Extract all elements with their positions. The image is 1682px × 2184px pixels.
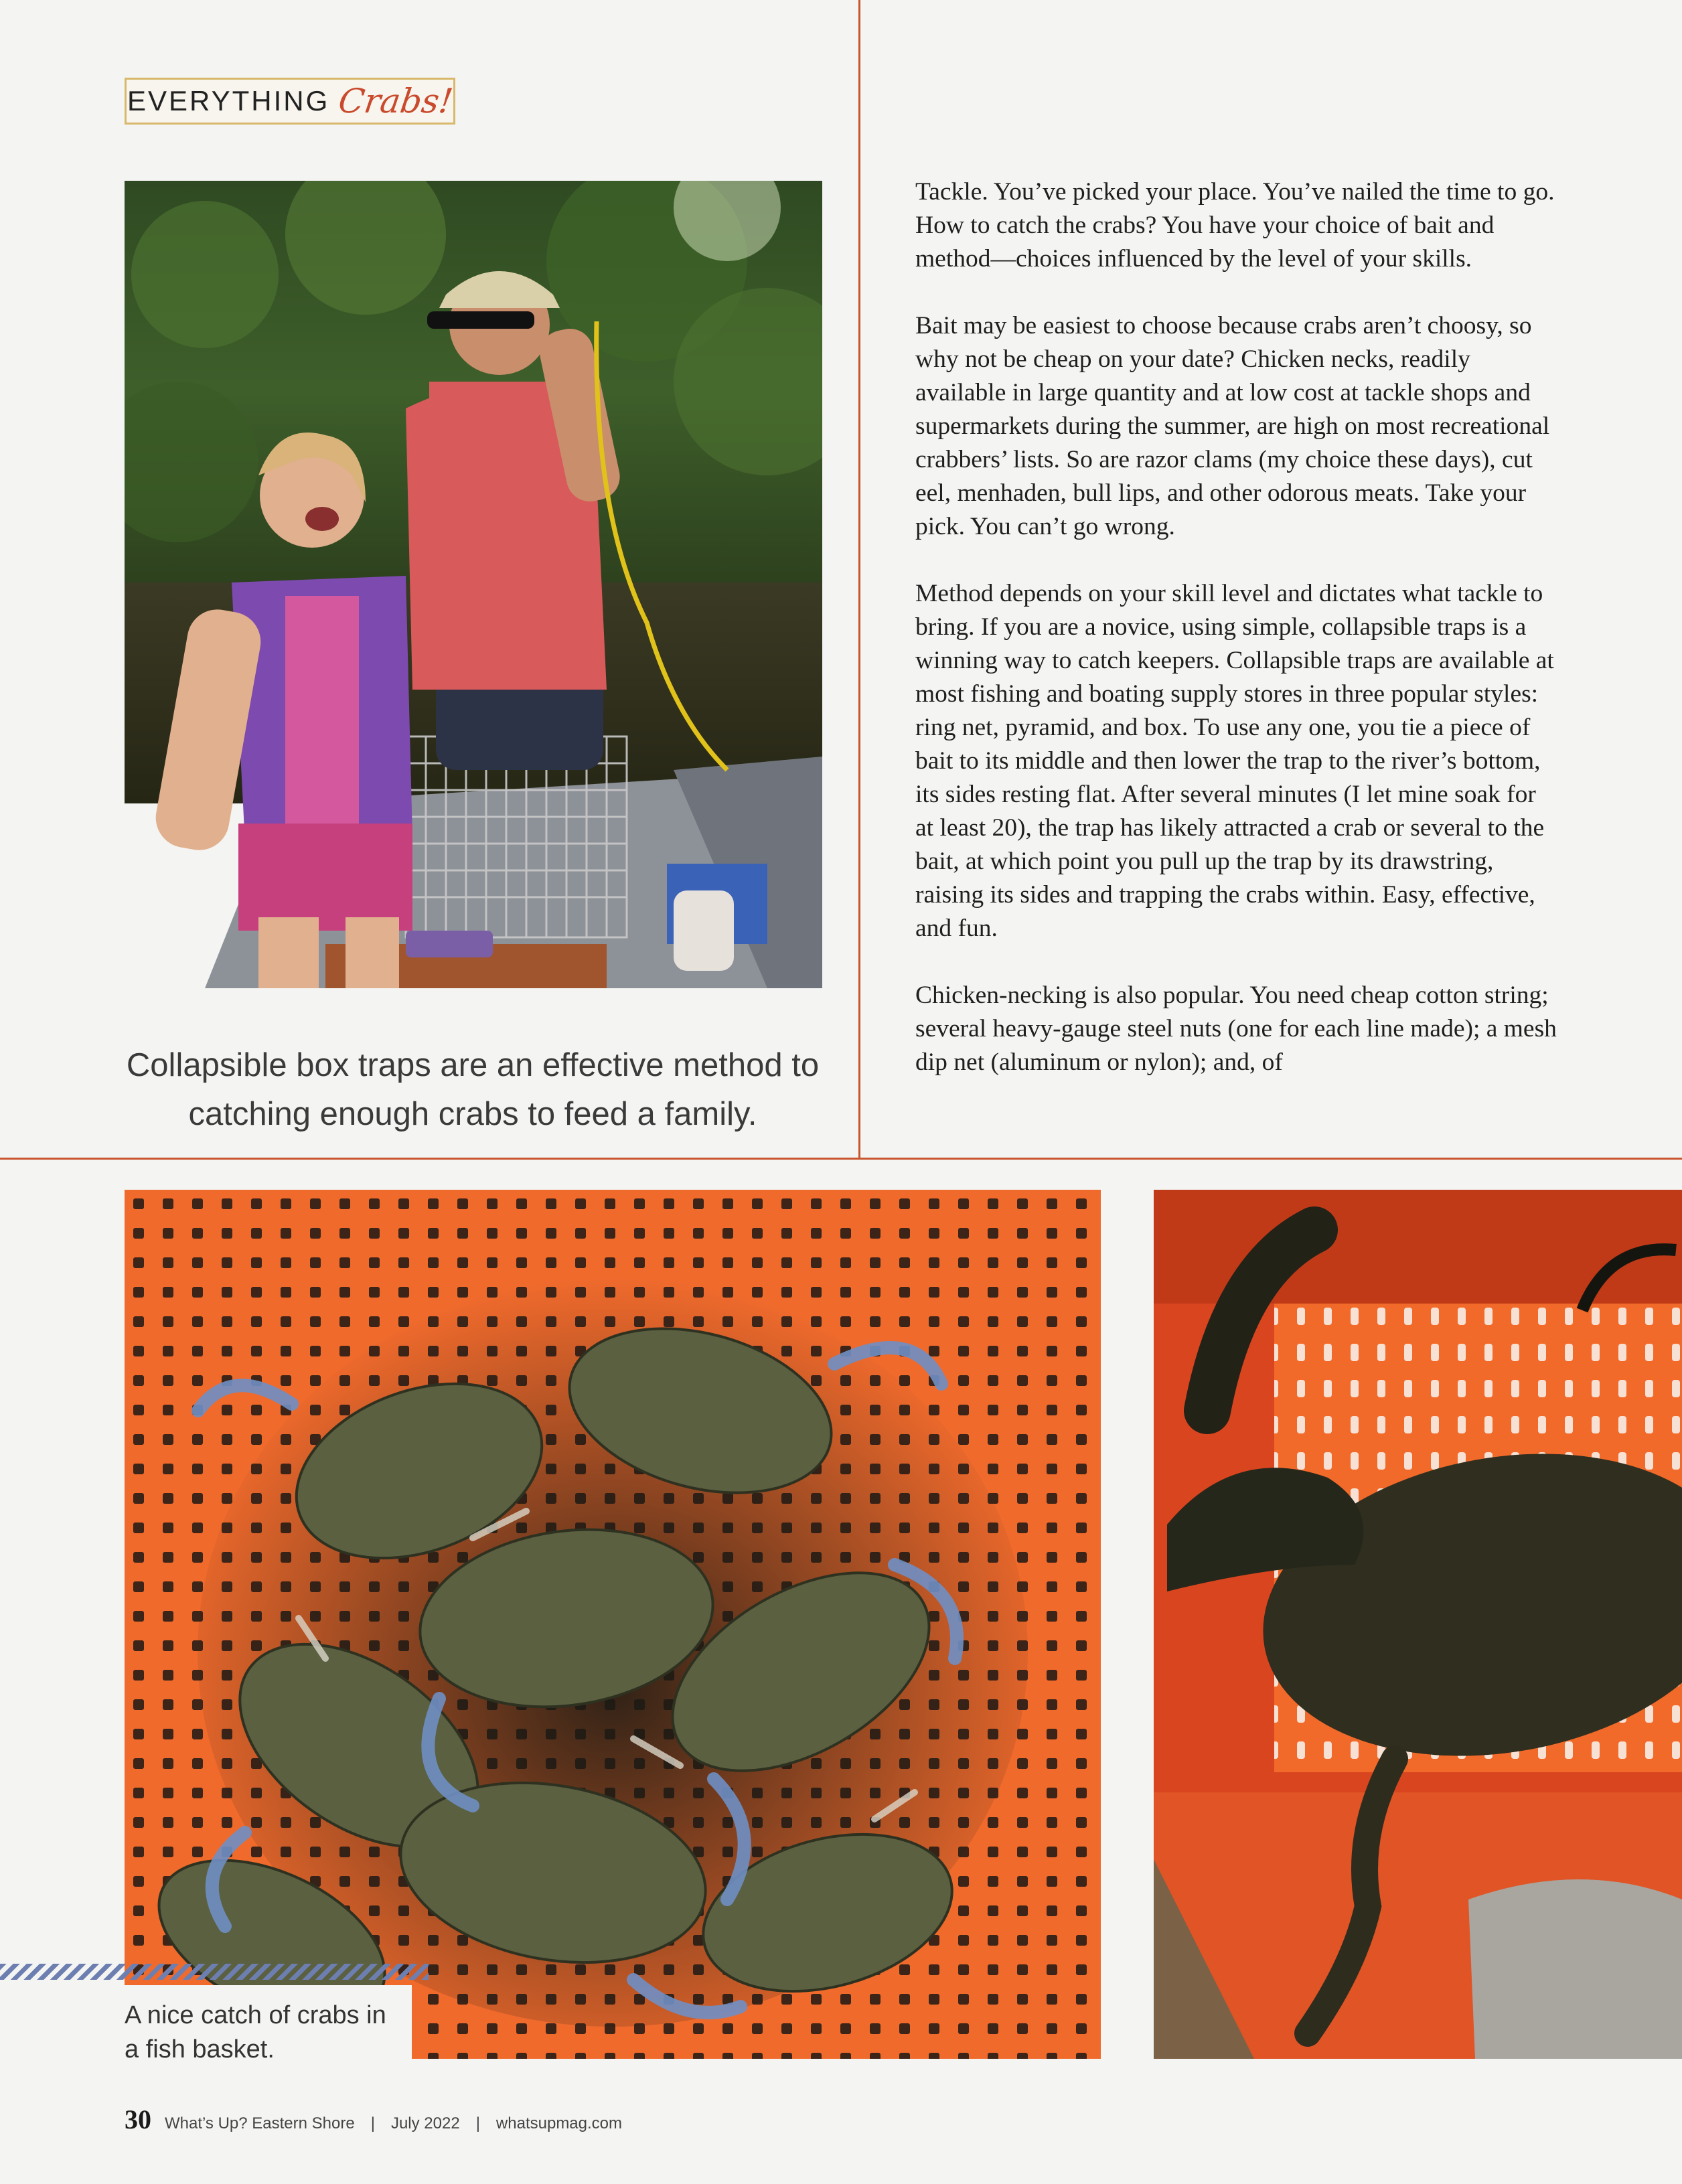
photo-family-crabbing	[125, 181, 822, 988]
photo-crabs-in-basket	[125, 1190, 1101, 2059]
footer-separator: |	[370, 2114, 375, 2132]
page-number: 30	[125, 2104, 151, 2134]
photo-caption-bottom: A nice catch of crabs in a fish basket.	[125, 2001, 386, 2063]
footer-separator: |	[475, 2114, 480, 2132]
article-paragraph: Bait may be easiest to choose because crabs aren’t choosy, so why not be cheap on your date? Chicken necks, readily available in large quantity and at low cost at tackle shops and supermarkets during the summer, are high on most recreational crabbers’ lists. So are razor clams (my choice these days), cut eel, menhaden, bull lips, and other odorous meats. Take your pick. You can’t go wrong.	[915, 312, 1550, 540]
publication-name: What’s Up? Eastern Shore	[165, 2114, 355, 2132]
section-tag-script: Crabs!	[336, 82, 456, 121]
section-tag-label: EVERYTHING	[127, 85, 330, 116]
article-paragraph: Tackle. You’ve picked your place. You’ve nailed the time to go. How to catch the crabs? You have your choice of bait and method—choices influenced by the level of your skills.	[915, 178, 1555, 272]
website-link[interactable]: whatsupmag.com	[495, 2114, 623, 2132]
page-footer	[125, 2104, 622, 2135]
column-divider	[858, 0, 860, 1160]
photo-crab-closeup	[1154, 1190, 1682, 2059]
issue-date: July 2022	[390, 2114, 460, 2132]
article-body	[915, 175, 1558, 1113]
article-paragraph: Method depends on your skill level and dictates what tackle to bring. If you are a novice, using simple, collapsible traps is a winning way to catch keepers. Collapsible traps are available at most fishing and boating supply stores in three popular styles: ring net, pyramid, and box. To use any one, you tie a piece of bait to its middle and then lower the trap to the river’s bottom, its sides resting flat. After several minutes (I let mine soak for at least 20), the trap has likely attracted a crab or several to the bait, at which point you pull up the trap by its drawstring, raising its sides and trapping the crabs within. Easy, effective, and fun.	[915, 580, 1554, 942]
caption-accent-stripes	[0, 1964, 429, 1980]
photo-caption: Collapsible box traps are an effective method to catching enough crabs to feed a family.	[126, 1047, 820, 1132]
section-divider	[0, 1158, 1682, 1160]
section-tag	[125, 78, 455, 125]
article-paragraph: Chicken-necking is also popular. You need cheap cotton string; several heavy-gauge steel nuts (one for each line made); a mesh dip net (aluminum or nylon); and, of	[915, 982, 1557, 1076]
